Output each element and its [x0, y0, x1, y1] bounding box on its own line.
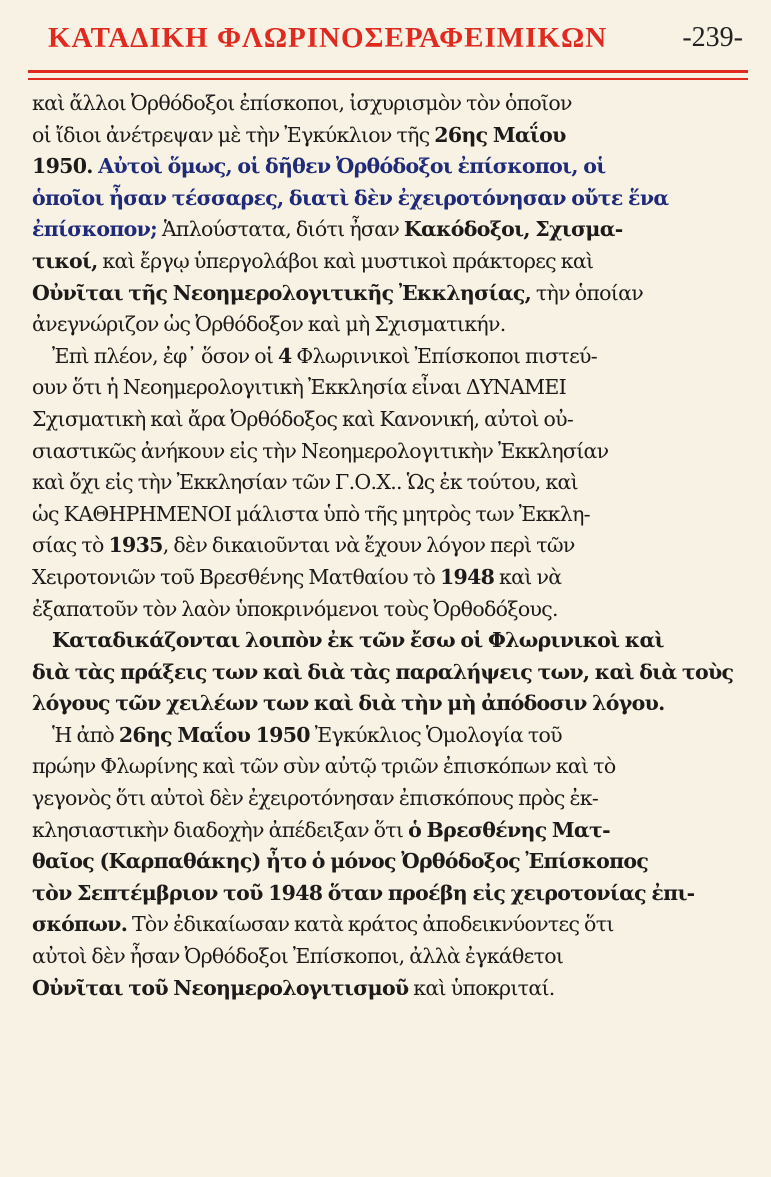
bold-text: 26ης Μαΐου 1950: [118, 722, 310, 747]
text-run: καὶ νὰ: [494, 564, 562, 589]
bold-text: 1950.: [32, 154, 93, 179]
text-line: [32, 973, 748, 1005]
text-line: [32, 183, 748, 215]
text-run: Ἐπὶ πλέον, ἐφ᾽ ὅσον οἱ: [52, 343, 279, 368]
bold-text: τὸν Σεπτέμβριον τοῦ 1948 ὅταν προέβη εἰς χειροτονίας ἐπι-: [32, 880, 695, 905]
bold-text: τικοί,: [32, 248, 98, 273]
page-number: -239-: [682, 22, 743, 53]
text-line: [32, 783, 748, 815]
text-run: καὶ ὄχι εἰς τὴν Ἐκκλησίαν τῶν Γ.Ο.Χ.. Ὡς ἐκ τούτου, καὶ: [32, 470, 578, 495]
text-run: καὶ ἔργῳ ὑπεργολάβοι καὶ μυστικοὶ πράκτορες καὶ: [97, 248, 594, 273]
emphasis-text: Αὐτοὶ ὅμως, οἱ δῆθεν Ὀρθόδοξοι ἐπίσκοποι, οἱ: [92, 154, 606, 179]
text-run: ἀνεγνώριζον ὡς Ὀρθόδοξον καὶ μὴ Σχισματικήν.: [32, 312, 506, 337]
text-line: [32, 436, 748, 468]
text-line: [32, 720, 748, 752]
text-line: [32, 657, 748, 689]
emphasis-text: ὁποῖοι ἦσαν τέσσαρες, διατὶ δὲν ἐχειροτόνησαν οὔτε ἕνα: [32, 185, 669, 210]
bold-text: θαῖος (Καρπαθάκης) ἦτο ὁ μόνος Ὀρθόδοξος Ἐπίσκοπος: [32, 849, 649, 874]
text-run: κλησιαστικὴν διαδοχὴν ἀπέδειξαν ὅτι: [32, 817, 409, 842]
text-line: [32, 751, 748, 783]
bold-text: Οὐνῖται τοῦ Νεοημερολογιτισμοῦ: [32, 975, 409, 1000]
header-rule-thin: [28, 78, 748, 80]
bold-text: 4: [278, 343, 292, 368]
text-line: [32, 909, 748, 941]
text-line: [32, 941, 748, 973]
text-run: οἱ ἴδιοι ἀνέτρεψαν μὲ τὴν Ἐγκύκλιον τῆς: [32, 122, 435, 147]
text-line: [32, 815, 748, 847]
text-run: Τὸν ἐδικαίωσαν κατὰ κράτος ἀποδεικνύοντες ὅτι: [127, 912, 614, 937]
text-run: καὶ ὑποκριταί.: [408, 975, 555, 1000]
text-line: [32, 594, 748, 626]
bold-text: Οὐνῖται τῆς Νεοημερολογιτικῆς Ἐκκλησίας,: [32, 280, 532, 305]
text-run: Ἡ ἀπὸ: [52, 722, 119, 747]
text-line: [32, 341, 748, 373]
text-line: [32, 562, 748, 594]
bold-text: σκόπων.: [32, 912, 128, 937]
bold-text: λόγους τῶν χειλέων των καὶ διὰ τὴν μὴ ἀπόδοσιν λόγου.: [32, 691, 665, 716]
text-line: [32, 878, 748, 910]
text-run: πρώην Φλωρίνης καὶ τῶν σὺν αὐτῷ τριῶν ἐπισκόπων καὶ τὸ: [32, 754, 616, 779]
text-run: καὶ ἄλλοι Ὀρθόδοξοι ἐπίσκοποι, ἰσχυρισμὸν τὸν ὁποῖον: [32, 91, 572, 115]
text-line: [32, 404, 748, 436]
text-line: [32, 88, 748, 120]
text-line: [32, 467, 748, 499]
text-line: [32, 625, 748, 657]
text-run: γεγονὸς ὅτι αὐτοὶ δὲν ἐχειροτόνησαν ἐπισκόπους πρὸς ἐκ-: [32, 786, 599, 811]
body-text: [32, 88, 748, 1004]
bold-text: 26ης Μαΐου: [434, 122, 566, 147]
text-run: Φλωρινικοὶ Ἐπίσκοποι πιστεύ-: [291, 343, 597, 368]
bold-text: Καταδικάζονται λοιπὸν ἐκ τῶν ἔσω οἱ Φλωρινικοὶ καὶ: [52, 628, 664, 653]
text-run: ουν ὅτι ἡ Νεοημερολογιτικὴ Ἐκκλησία εἶναι ΔΥΝΑΜΕΙ: [32, 375, 567, 400]
text-line: [32, 151, 748, 183]
text-run: αὐτοὶ δὲν ἦσαν Ὀρθόδοξοι Ἐπίσκοποι, ἀλλὰ ἐγκάθετοι: [32, 944, 564, 969]
text-line: [32, 246, 748, 278]
header-rule-thick: [28, 70, 748, 73]
text-run: Χειροτονιῶν τοῦ Βρεσθένης Ματθαίου τὸ: [32, 564, 440, 589]
text-line: [32, 214, 748, 246]
text-line: [32, 688, 748, 720]
text-run: Σχισματικὴ καὶ ἄρα Ὀρθόδοξος καὶ Κανονική, αὐτοὶ οὐ-: [32, 406, 574, 431]
text-run: Ἁπλούστατα, διότι ἦσαν: [157, 217, 404, 242]
text-line: [32, 120, 748, 152]
bold-text: 1948: [439, 564, 495, 589]
text-run: ἐξαπατοῦν τὸν λαὸν ὑποκρινόμενοι τοὺς Ὀρθοδόξους.: [32, 596, 558, 621]
page-header: [28, 16, 753, 62]
text-line: [32, 278, 748, 310]
bold-text: 1935: [108, 533, 163, 558]
text-line: [32, 372, 748, 404]
text-line: [32, 530, 748, 562]
emphasis-text: ἐπίσκοπον;: [32, 217, 158, 242]
bold-text: ὁ Βρεσθένης Ματ-: [408, 817, 610, 842]
bold-text: Κακόδοξοι, Σχισμα-: [403, 217, 623, 242]
text-run: τὴν ὁποίαν: [531, 280, 643, 305]
text-run: ὡς ΚΑΘΗΡΗΜΕΝΟΙ μάλιστα ὑπὸ τῆς μητρὸς των Ἐκκλη-: [32, 501, 590, 526]
text-run: σίας τὸ: [32, 533, 109, 558]
text-line: [32, 309, 748, 341]
bold-text: διὰ τὰς πράξεις των καὶ διὰ τὰς παραλήψεις των, καὶ διὰ τοὺς: [32, 659, 734, 684]
chapter-title: ΚΑΤΑΔΙΚΗ ΦΛΩΡΙΝΟΣΕΡΑΦΕΙΜΙΚΩΝ: [48, 22, 608, 54]
text-line: [32, 499, 748, 531]
text-line: [32, 846, 748, 878]
text-run: Ἐγκύκλιος Ὁμολογία τοῦ: [309, 722, 562, 747]
text-run: , δὲν δικαιοῦνται νὰ ἔχουν λόγον περὶ τῶν: [162, 533, 575, 558]
text-run: σιαστικῶς ἀνήκουν εἰς τὴν Νεοημερολογιτικὴν Ἐκκλησίαν: [32, 438, 609, 463]
